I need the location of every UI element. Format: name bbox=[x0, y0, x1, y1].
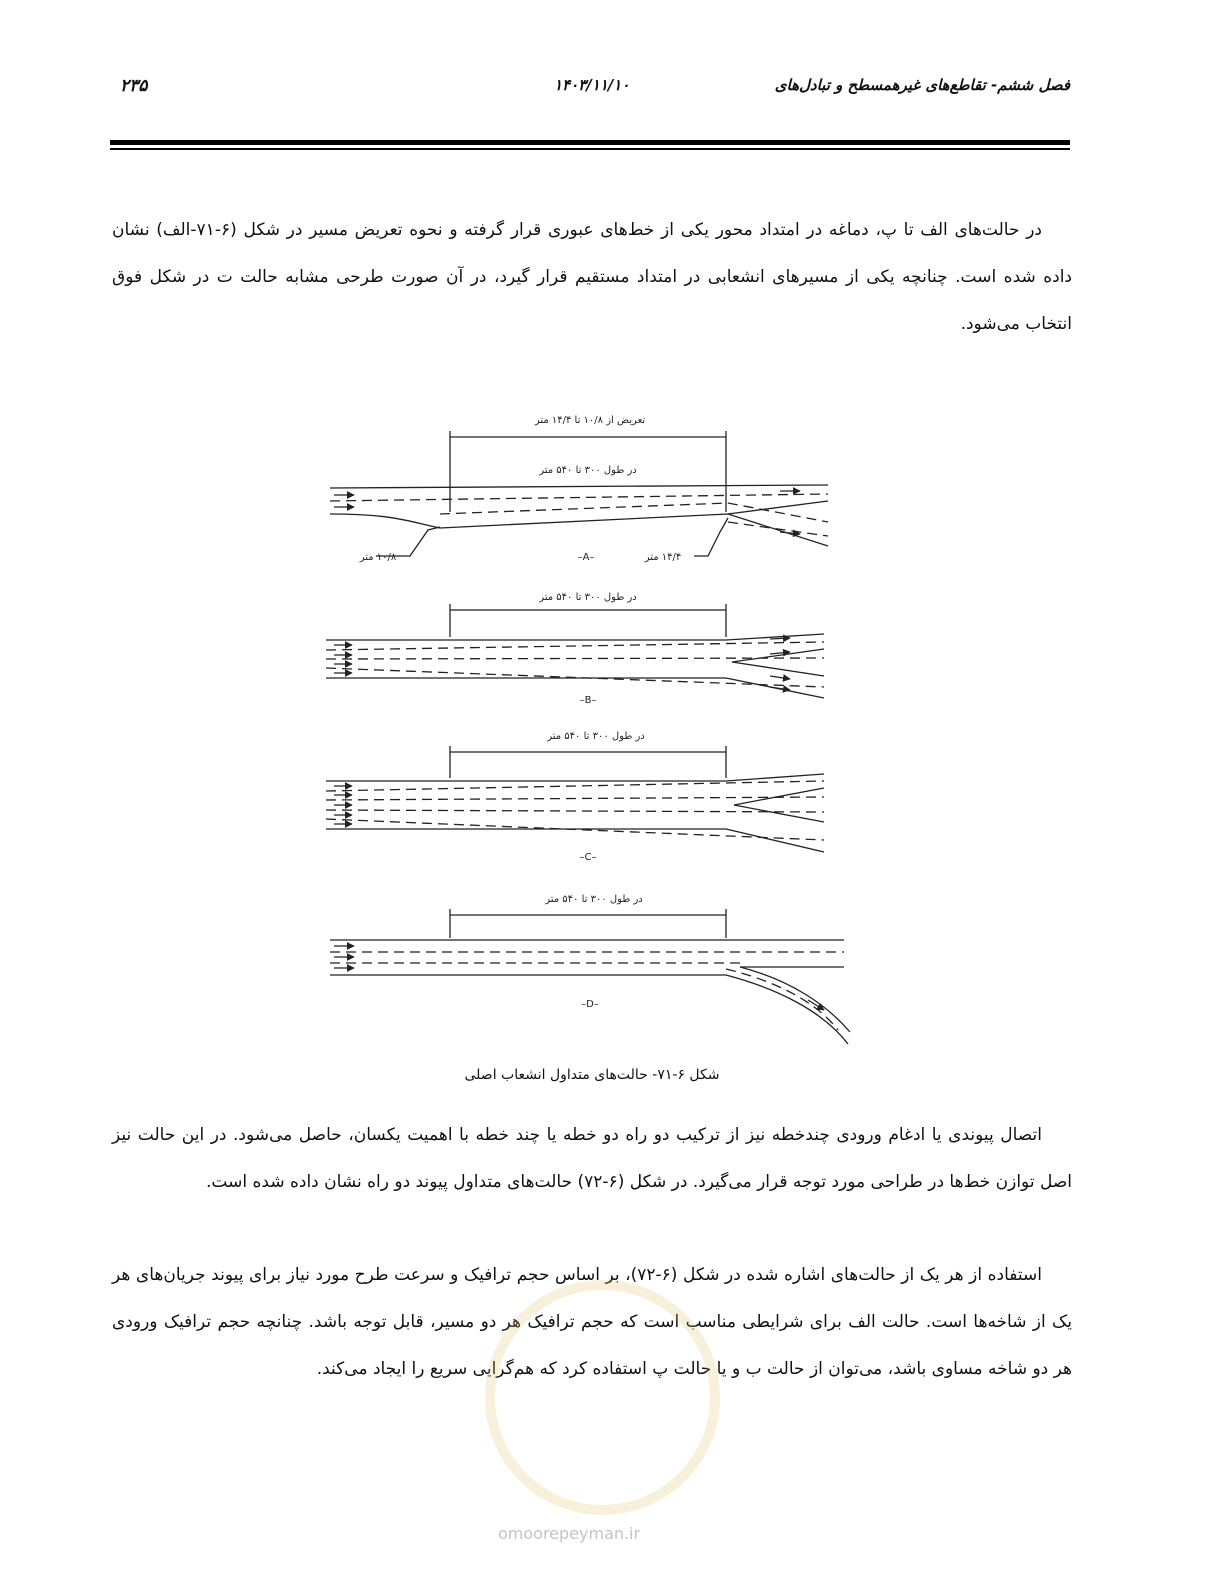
page-header bbox=[110, 70, 1070, 100]
header-rule-thin bbox=[110, 148, 1070, 150]
case-c-label: –C– bbox=[579, 852, 597, 863]
width-start-label: ۱۰/۸ متر bbox=[359, 552, 397, 563]
case-d-label: –D– bbox=[581, 999, 599, 1010]
watermark-url: omoorepeyman.ir bbox=[498, 1524, 641, 1543]
paragraph-2: اتصال پیوندی یا ادغام ورودی چندخطه نیز از ترکیب دو راه دو خطه یا چند خطه با اهمیت یکسان، حاصل می‌شود. در این حالت نیز اصل توازن خط‌ها در طراحی مورد توجه قرار می‌گیرد. در شکل (۶-۷۲) حالت‌های متداول پیوند دو راه نشان داده شده است. bbox=[112, 1125, 1072, 1192]
diverge-figure bbox=[320, 405, 860, 1055]
header-rule-thick bbox=[110, 140, 1070, 145]
paragraph-1: در حالت‌های الف تا پ، دماغه در امتداد محور یکی از خط‌های عبوری قرار گرفته و نحوه تعریض مسیر در شکل (۶-۷۱-الف) نشان داده شده است. چنانچه یکی از مسیرهای انشعابی در امتداد مستقیم قرار گیرد، در آن صورت طرحی مشابه حالت ت در شکل فوق انتخاب می‌شود. bbox=[112, 220, 1072, 334]
width-end-label: ۱۴/۴ متر bbox=[644, 552, 682, 563]
watermark-seal bbox=[485, 1280, 720, 1515]
case-a-label: –A– bbox=[577, 552, 595, 563]
widening-label: تعریض از ۱۰/۸ تا ۱۴/۴ متر bbox=[534, 415, 646, 426]
paragraph-3: استفاده از هر یک از حالت‌های اشاره شده در شکل (۶-۷۲)، بر اساس حجم ترافیک و سرعت طرح مورد نیاز برای پیوند جریان‌های هر یک از شاخه‌ها است. حالت الف برای شرایطی مناسب است که حجم ترافیک هر دو مسیر، قابل توجه باشد. چنانچه حجم ترافیک ورودی هر دو شاخه مساوی باشد، می‌توان از حالت ب و یا حالت پ استفاده کرد که هم‌گرایی سریع را ایجاد می‌کند. bbox=[112, 1265, 1072, 1379]
length-label-a: در طول ۳۰۰ تا ۵۴۰ متر bbox=[539, 465, 637, 476]
length-label-d: در طول ۳۰۰ تا ۵۴۰ متر bbox=[545, 894, 643, 905]
figure-caption: شکل ۶-۷۱- حالت‌های متداول انشعاب اصلی bbox=[464, 1067, 720, 1083]
page-number: ۲۳۵ bbox=[120, 76, 148, 96]
header-date: ۱۴۰۳/۱۱/۱۰ bbox=[554, 76, 630, 94]
length-label-b: در طول ۳۰۰ تا ۵۴۰ متر bbox=[539, 592, 637, 603]
length-label-c: در طول ۳۰۰ تا ۵۴۰ متر bbox=[547, 731, 645, 742]
chapter-title: فصل ششم- تقاطع‌های غیرهمسطح و تبادل‌های bbox=[774, 76, 1070, 94]
case-b-label: –B– bbox=[579, 695, 597, 706]
